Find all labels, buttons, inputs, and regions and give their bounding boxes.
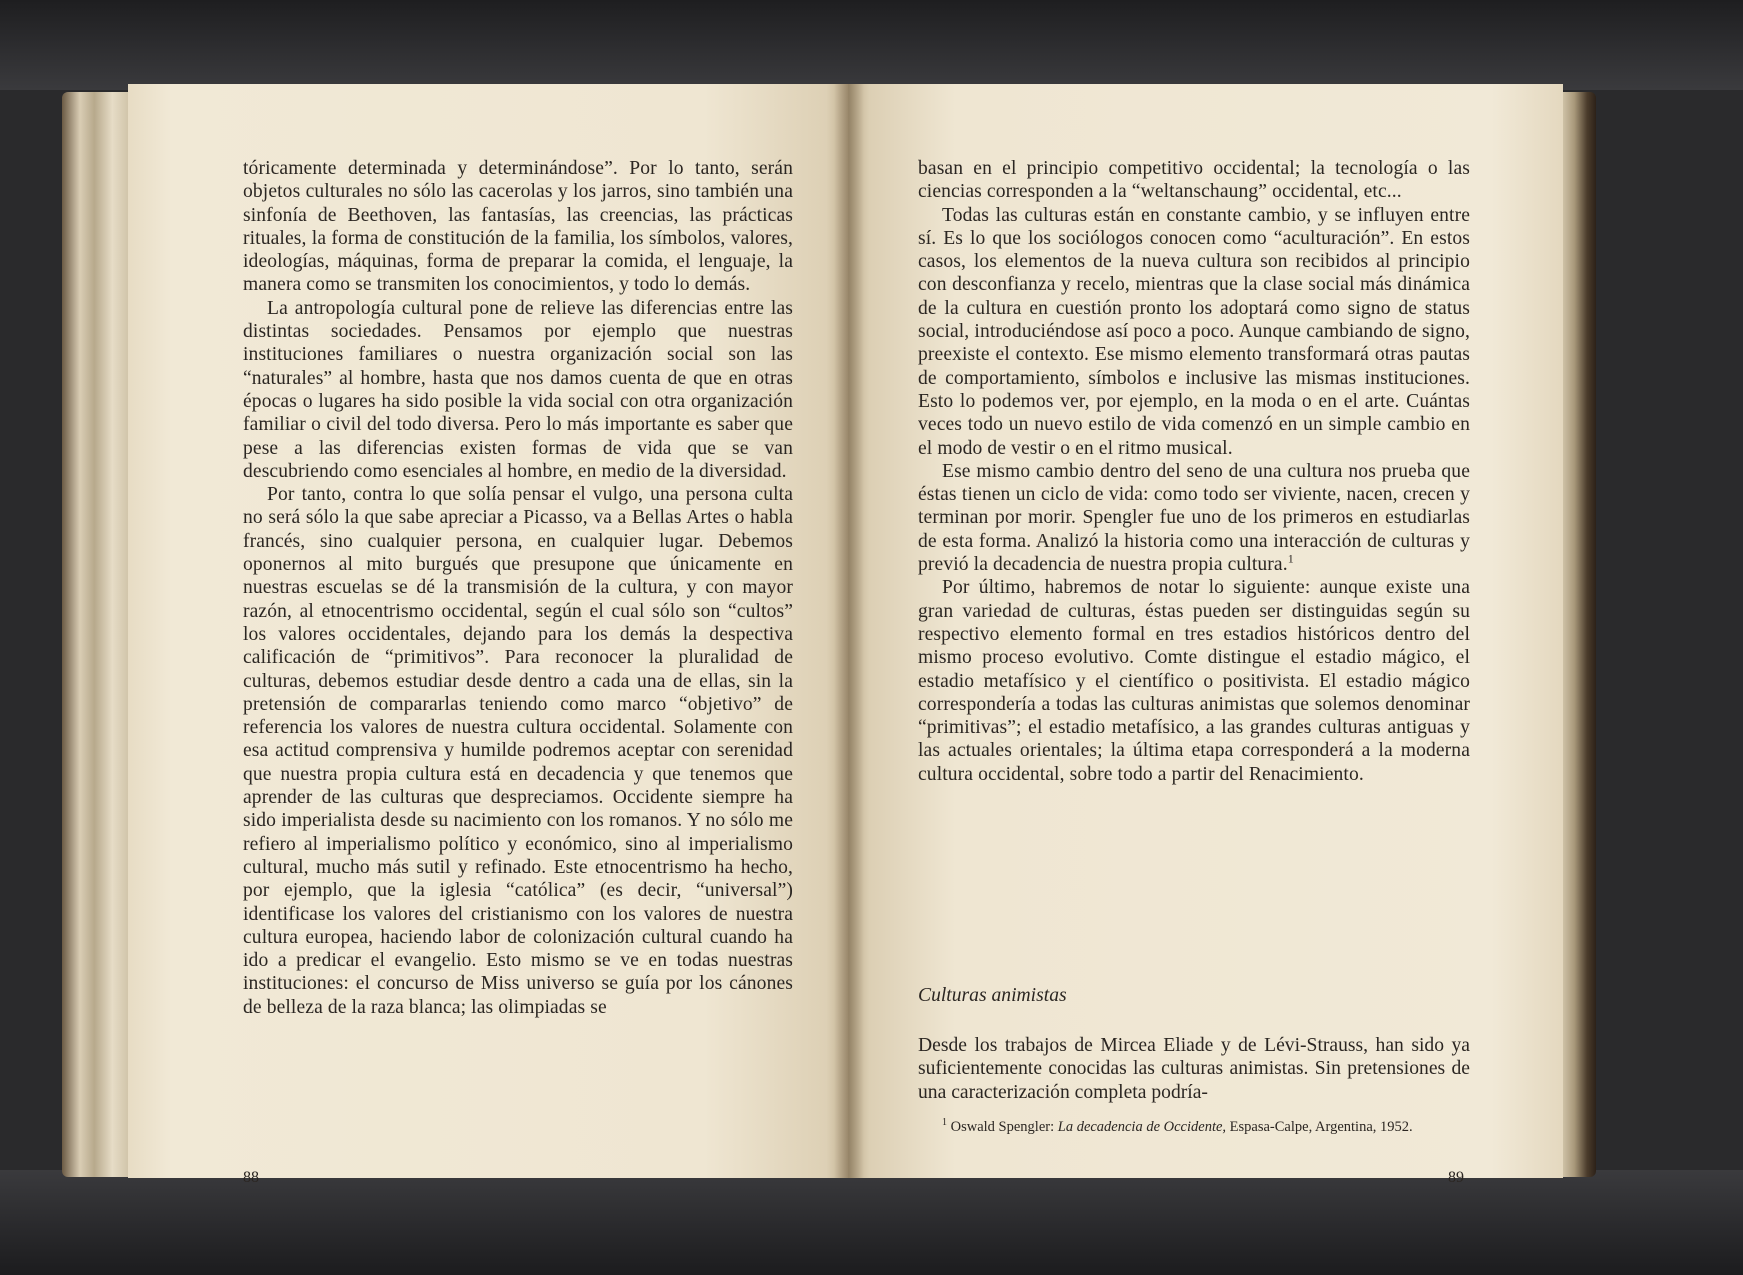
footnote-author: Oswald Spengler: bbox=[950, 1119, 1055, 1135]
scan-background-bottom bbox=[0, 1170, 1743, 1275]
left-paragraph-2: La antropología cultural pone de relieve las diferencias entre las distintas sociedades. Pensamos por ejemplo que nuestras instituciones familiares o nuestra organización social son las “naturales” al hombre, hasta que nos damos cuenta de que en otras épocas o lugares ha sido posible la vida social con otra organización familiar o civil del todo diversa. Pero lo más importante es saber que pese a las diferencias existen formas de vida que se van descubriendo como esenciales al hombre, en medio de la diversidad. bbox=[243, 297, 793, 482]
footnote-publisher: Espasa-Calpe, Argentina, 1952. bbox=[1229, 1119, 1413, 1135]
footnote-reference-marker: 1 bbox=[1287, 551, 1294, 566]
section-paragraph: Desde los trabajos de Mircea Eliade y de Lévi-Strauss, han sido ya suficientemente conocidas las culturas animistas. Sin pretensiones de una caracterización completa podría- bbox=[918, 1035, 1470, 1103]
right-page-number: 89 bbox=[1448, 1169, 1464, 1186]
left-paragraph-3: Por tanto, contra lo que solía pensar el vulgo, una persona culta no será sólo la que sabe apreciar a Picasso, va a Bellas Artes o habla francés, sino cualquier persona, en cualquier lugar. Debemos oponernos al mito burgués que presupone que únicamente en nuestras escuelas se dé la transmisión de la cultura, y con mayor razón, al etnocentrismo occidental, según el cual sólo son “cultos” los valores occidentales, dejando para los demás la despectiva calificación de “primitivos”. Para reconocer la pluralidad de culturas, debemos estudiar desde dentro a cada una de ellas, sin la pretensión de compararlas teniendo como marco “objetivo” de referencia los valores de nuestra cultura occidental. Solamente con esa actitud comprensiva y humilde podremos aceptar con serenidad que nuestra propia cultura está en decadencia y que tenemos que aprender de las culturas que despreciamos. Occidente siempre ha sido imperialista desde su nacimiento con los romanos. Y no sólo me refiero al imperialismo político y económico, sino al imperialismo cultural, mucho más sutil y refinado. Este etnocentrismo ha hecho, por ejemplo, que la iglesia “católica” (es decir, “universal”) identificase los valores del cristianismo con los valores de nuestra cultura europea, haciendo labor de colonización cultural cuando ha ido a predicar el evangelio. Esto mismo se ve en todas nuestras instituciones: el concurso de Miss universo se guía por los cánones de belleza de la raza blanca; las olimpiadas se bbox=[243, 484, 793, 1018]
scan-background-top bbox=[0, 0, 1743, 90]
right-paragraph-4: Por último, habremos de notar lo siguiente: aunque existe una gran variedad de culturas, éstas pueden ser distinguidas según su respectivo elemento formal en tres estadios históricos dentro del mismo proceso evolutivo. Comte distingue el estadio mágico, el estadio metafísico y el científico o positivista. El estadio mágico correspondería a todas las culturas animistas que solemos denominar “primitivas”; el estadio metafísico, a las grandes culturas antiguas y las actuales orientales; la última etapa corresponderá a la moderna cultura occidental, sobre todo a partir del Renacimiento. bbox=[918, 577, 1470, 785]
right-paragraph-3 bbox=[918, 460, 1470, 576]
right-paragraph-3-text: Ese mismo cambio dentro del seno de una cultura nos prueba que éstas tienen un ciclo de vida: como todo ser viviente, nacen, crecen y terminan por morir. Spengler fue uno de los primeros en estudiarlas de esta forma. Analizó la historia como una interacción de culturas y previó la decadencia de nuestra propia cultura. bbox=[918, 460, 1470, 576]
left-page-number: 88 bbox=[243, 1169, 259, 1186]
right-page bbox=[848, 84, 1563, 1186]
right-page-body bbox=[918, 157, 1470, 786]
footnote-marker: 1 bbox=[942, 1117, 947, 1129]
left-page-body bbox=[243, 157, 793, 1019]
right-paragraph-2: Todas las culturas están en constante cambio, y se influyen entre sí. Es lo que los sociólogos conocen como “aculturación”. En estos casos, los elementos de la nueva cultura son recibidos al principio con desconfianza y recelo, mientras que la clase social más dinámica de la cultura en cuestión pronto los adoptará como signo de status social, introduciéndose así poco a poco. Aunque cambiando de signo, preexiste el contexto. Ese mismo elemento transformará otras pautas de comportamiento, símbolos e inclusive las mismas instituciones. Esto lo podemos ver, por ejemplo, en la moda o en el arte. Cuántas veces todo un nuevo estilo de vida comenzó en un simple cambio en el modo de vestir o en el ritmo musical. bbox=[918, 204, 1470, 459]
footnote-title: La decadencia de Occidente, bbox=[1057, 1119, 1227, 1135]
section-heading: Culturas animistas bbox=[918, 985, 1067, 1006]
left-paragraph-1: tóricamente determinada y determinándose”. Por lo tanto, serán objetos culturales no sólo las cacerolas y los jarros, sino también una sinfonía de Beethoven, las fantasías, las creencias, las prácticas rituales, la forma de constitución de la familia, los símbolos, valores, ideologías, máquinas, forma de preparar la comida, el lenguaje, la manera como se transmiten los conocimientos, y todo lo demás. bbox=[243, 158, 793, 296]
footnote bbox=[918, 1117, 1470, 1137]
book-page-edges-right bbox=[1560, 92, 1596, 1177]
section-body bbox=[918, 1034, 1470, 1104]
book-page-edges-left bbox=[62, 92, 134, 1177]
left-page bbox=[128, 84, 848, 1186]
right-paragraph-1: basan en el principio competitivo occidental; la tecnología o las ciencias corresponden a la “weltanschaung” occidental, etc... bbox=[918, 158, 1470, 203]
footnote-text bbox=[918, 1117, 1470, 1137]
book-spine-shadow bbox=[834, 84, 864, 1178]
